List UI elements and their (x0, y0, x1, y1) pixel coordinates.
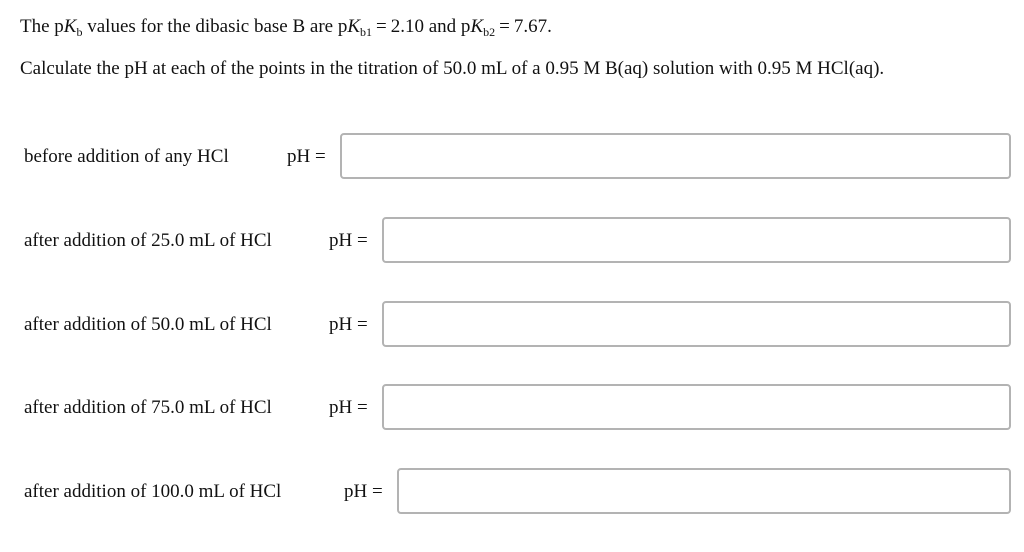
ph-input-25ml[interactable] (382, 217, 1011, 263)
intro-middle: values for the dibasic base B are p (82, 16, 348, 37)
and-p: and p (424, 16, 471, 37)
kb2-subscript: b2 (483, 25, 496, 39)
ph-input-75ml[interactable] (382, 384, 1011, 430)
ph-label: pH = (329, 397, 368, 418)
ph-label: pH = (287, 146, 326, 167)
kb1-subscript: b1 (360, 25, 373, 39)
row-label: after addition of 100.0 mL of HCl (24, 481, 282, 502)
kb2-equals: = (499, 16, 510, 37)
answer-row (0, 468, 1024, 516)
row-label: after addition of 75.0 mL of HCl (24, 397, 272, 418)
ph-label: pH = (329, 230, 368, 251)
ph-input-100ml[interactable] (397, 468, 1011, 514)
kb1-symbol: K (347, 16, 361, 37)
row-label: after addition of 25.0 mL of HCl (24, 230, 272, 251)
answer-row (0, 133, 1024, 181)
kb-subscript: b (76, 25, 83, 39)
ph-label: pH = (329, 314, 368, 335)
pkb2-value: 7.67. (513, 16, 552, 37)
row-label: before addition of any HCl (24, 146, 229, 167)
intro-prefix: The p (20, 16, 64, 37)
answer-row (0, 384, 1024, 432)
ph-label: pH = (344, 481, 383, 502)
kb1-equals: = (376, 16, 387, 37)
pkb1-value: 2.10 (390, 16, 424, 37)
question-instruction: Calculate the pH at each of the points in the titration of 50.0 mL of a 0.95 M B(aq) solution with 0.95 M HCl(aq). (20, 58, 885, 79)
answer-row (0, 301, 1024, 349)
ph-input-50ml[interactable] (382, 301, 1011, 347)
question-intro (20, 16, 552, 39)
row-label: after addition of 50.0 mL of HCl (24, 314, 272, 335)
kb-symbol: K (63, 16, 77, 37)
ph-input-before-hcl[interactable] (340, 133, 1011, 179)
kb2-symbol: K (470, 16, 484, 37)
answer-row (0, 217, 1024, 265)
